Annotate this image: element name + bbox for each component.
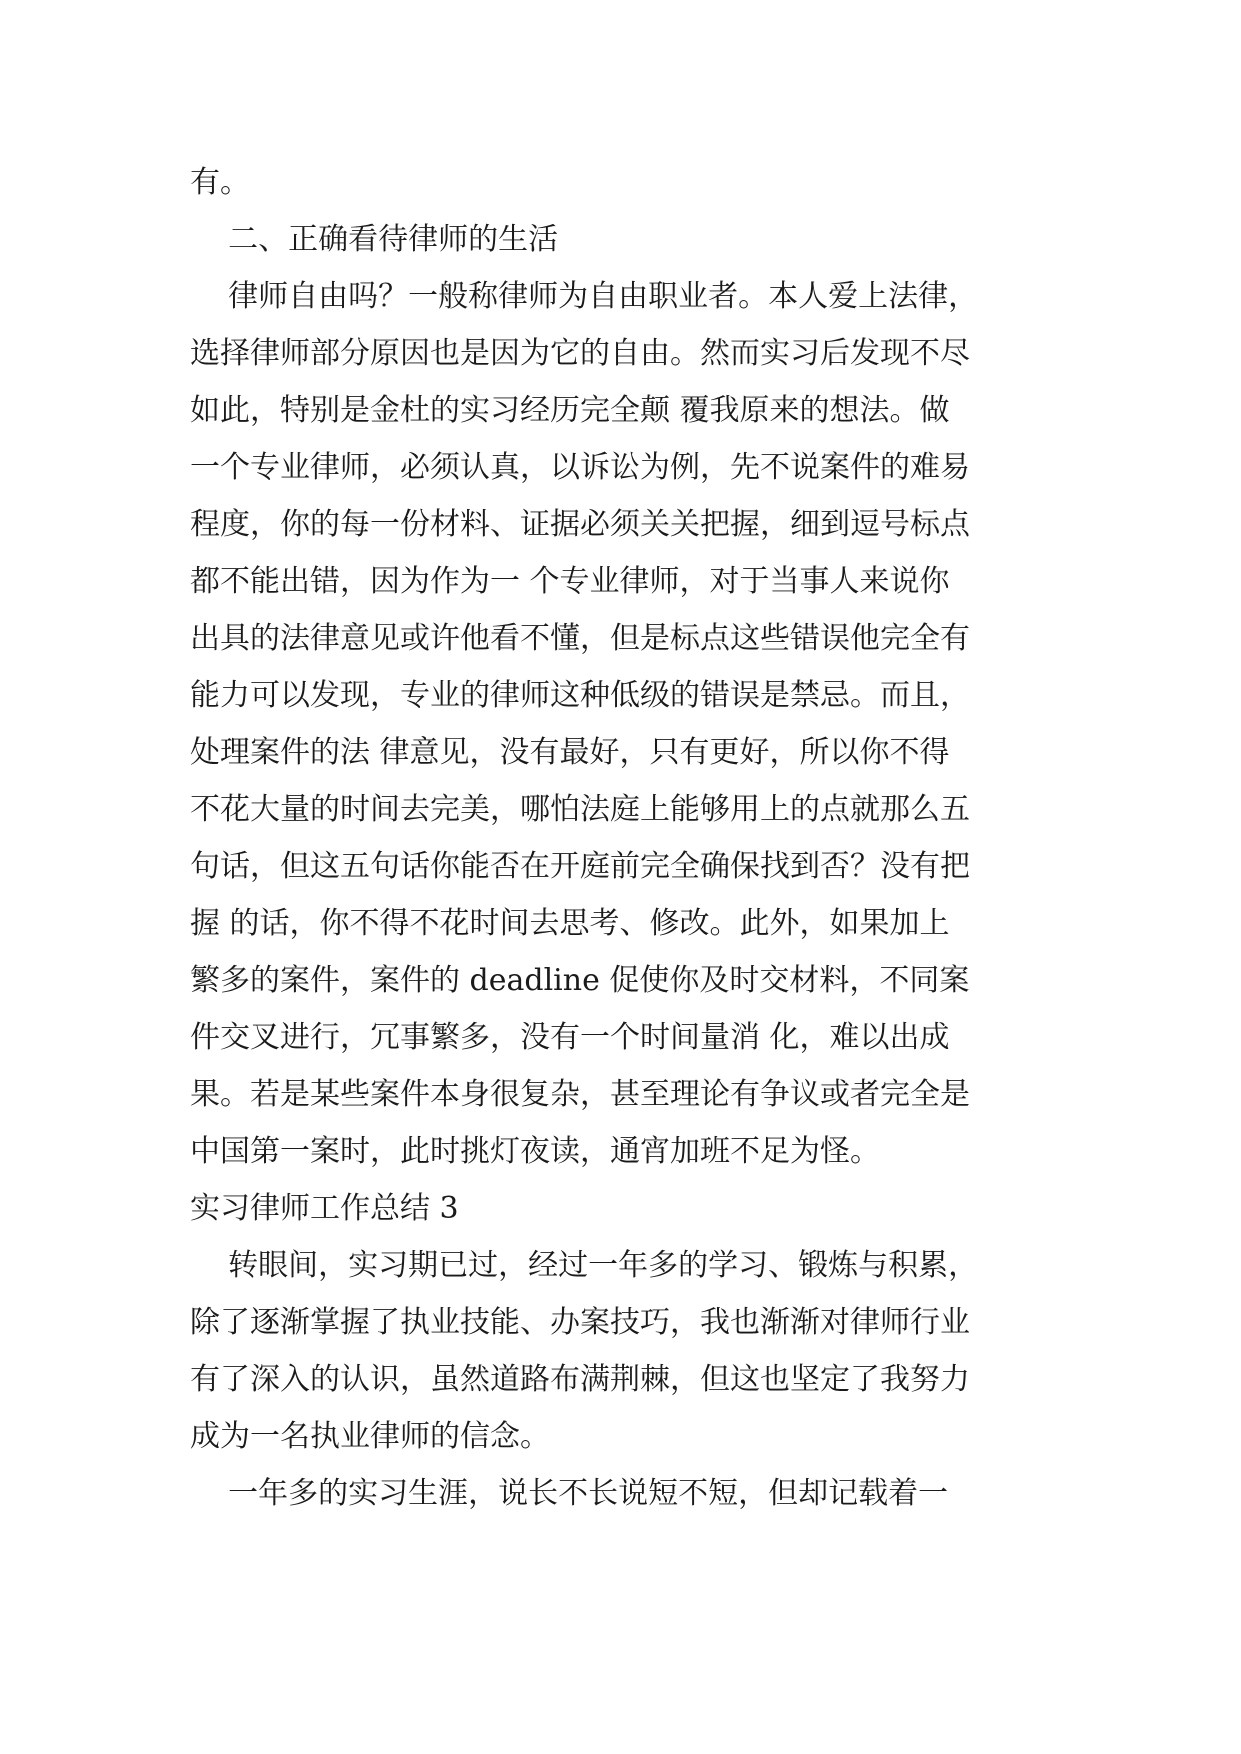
text-line: 不花大量的时间去完美，哪怕法庭上能够用上的点就那么五	[190, 792, 970, 827]
text-line: 一年多的实习生涯，说长不长说短不短，但却记载着一	[190, 1476, 949, 1511]
text-line: 除了逐渐掌握了执业技能、办案技巧，我也渐渐对律师行业	[190, 1305, 970, 1340]
text-line: 处理案件的法 律意见，没有最好，只有更好，所以你不得	[190, 735, 950, 770]
text-line: 果。若是某些案件本身很复杂，甚至理论有争议或者完全是	[190, 1077, 970, 1112]
text-line: 繁多的案件，案件的 deadline 促使你及时交材料，不同案	[190, 963, 970, 998]
text-line: 有了深入的认识，虽然道路布满荆棘，但这也坚定了我努力	[190, 1362, 970, 1397]
text-line: 如此，特别是金杜的实习经历完全颠 覆我原来的想法。做	[190, 393, 950, 428]
text-line: 转眼间，实习期已过，经过一年多的学习、锻炼与积累，	[190, 1248, 979, 1283]
text-line: 都不能出错，因为作为一 个专业律师，对于当事人来说你	[190, 564, 950, 599]
text-line: 出具的法律意见或许他看不懂，但是标点这些错误他完全有	[190, 621, 970, 656]
text-line: 能力可以发现，专业的律师这种低级的错误是禁忌。而且，	[190, 678, 970, 713]
text-line: 程度，你的每一份材料、证据必须关关把握，细到逗号标点	[190, 507, 970, 542]
text-line: 句话，但这五句话你能否在开庭前完全确保找到否？没有把	[190, 849, 970, 884]
text-line: 件交叉进行，冗事繁多，没有一个时间量消 化，难以出成	[190, 1020, 950, 1055]
text-line: 中国第一案时，此时挑灯夜读，通宵加班不足为怪。	[190, 1134, 880, 1169]
document-title: 实习律师工作总结 3	[190, 1191, 459, 1226]
section-heading: 二、正确看待律师的生活	[190, 222, 559, 257]
text-line: 有。	[190, 165, 250, 200]
text-line: 律师自由吗？一般称律师为自由职业者。本人爱上法律，	[190, 279, 979, 314]
text-line: 选择律师部分原因也是因为它的自由。然而实习后发现不尽	[190, 336, 970, 371]
text-line: 一个专业律师，必须认真，以诉讼为例，先不说案件的难易	[190, 450, 970, 485]
text-line: 握 的话，你不得不花时间去思考、修改。此外，如果加上	[190, 906, 950, 941]
text-line: 成为一名执业律师的信念。	[190, 1419, 550, 1454]
